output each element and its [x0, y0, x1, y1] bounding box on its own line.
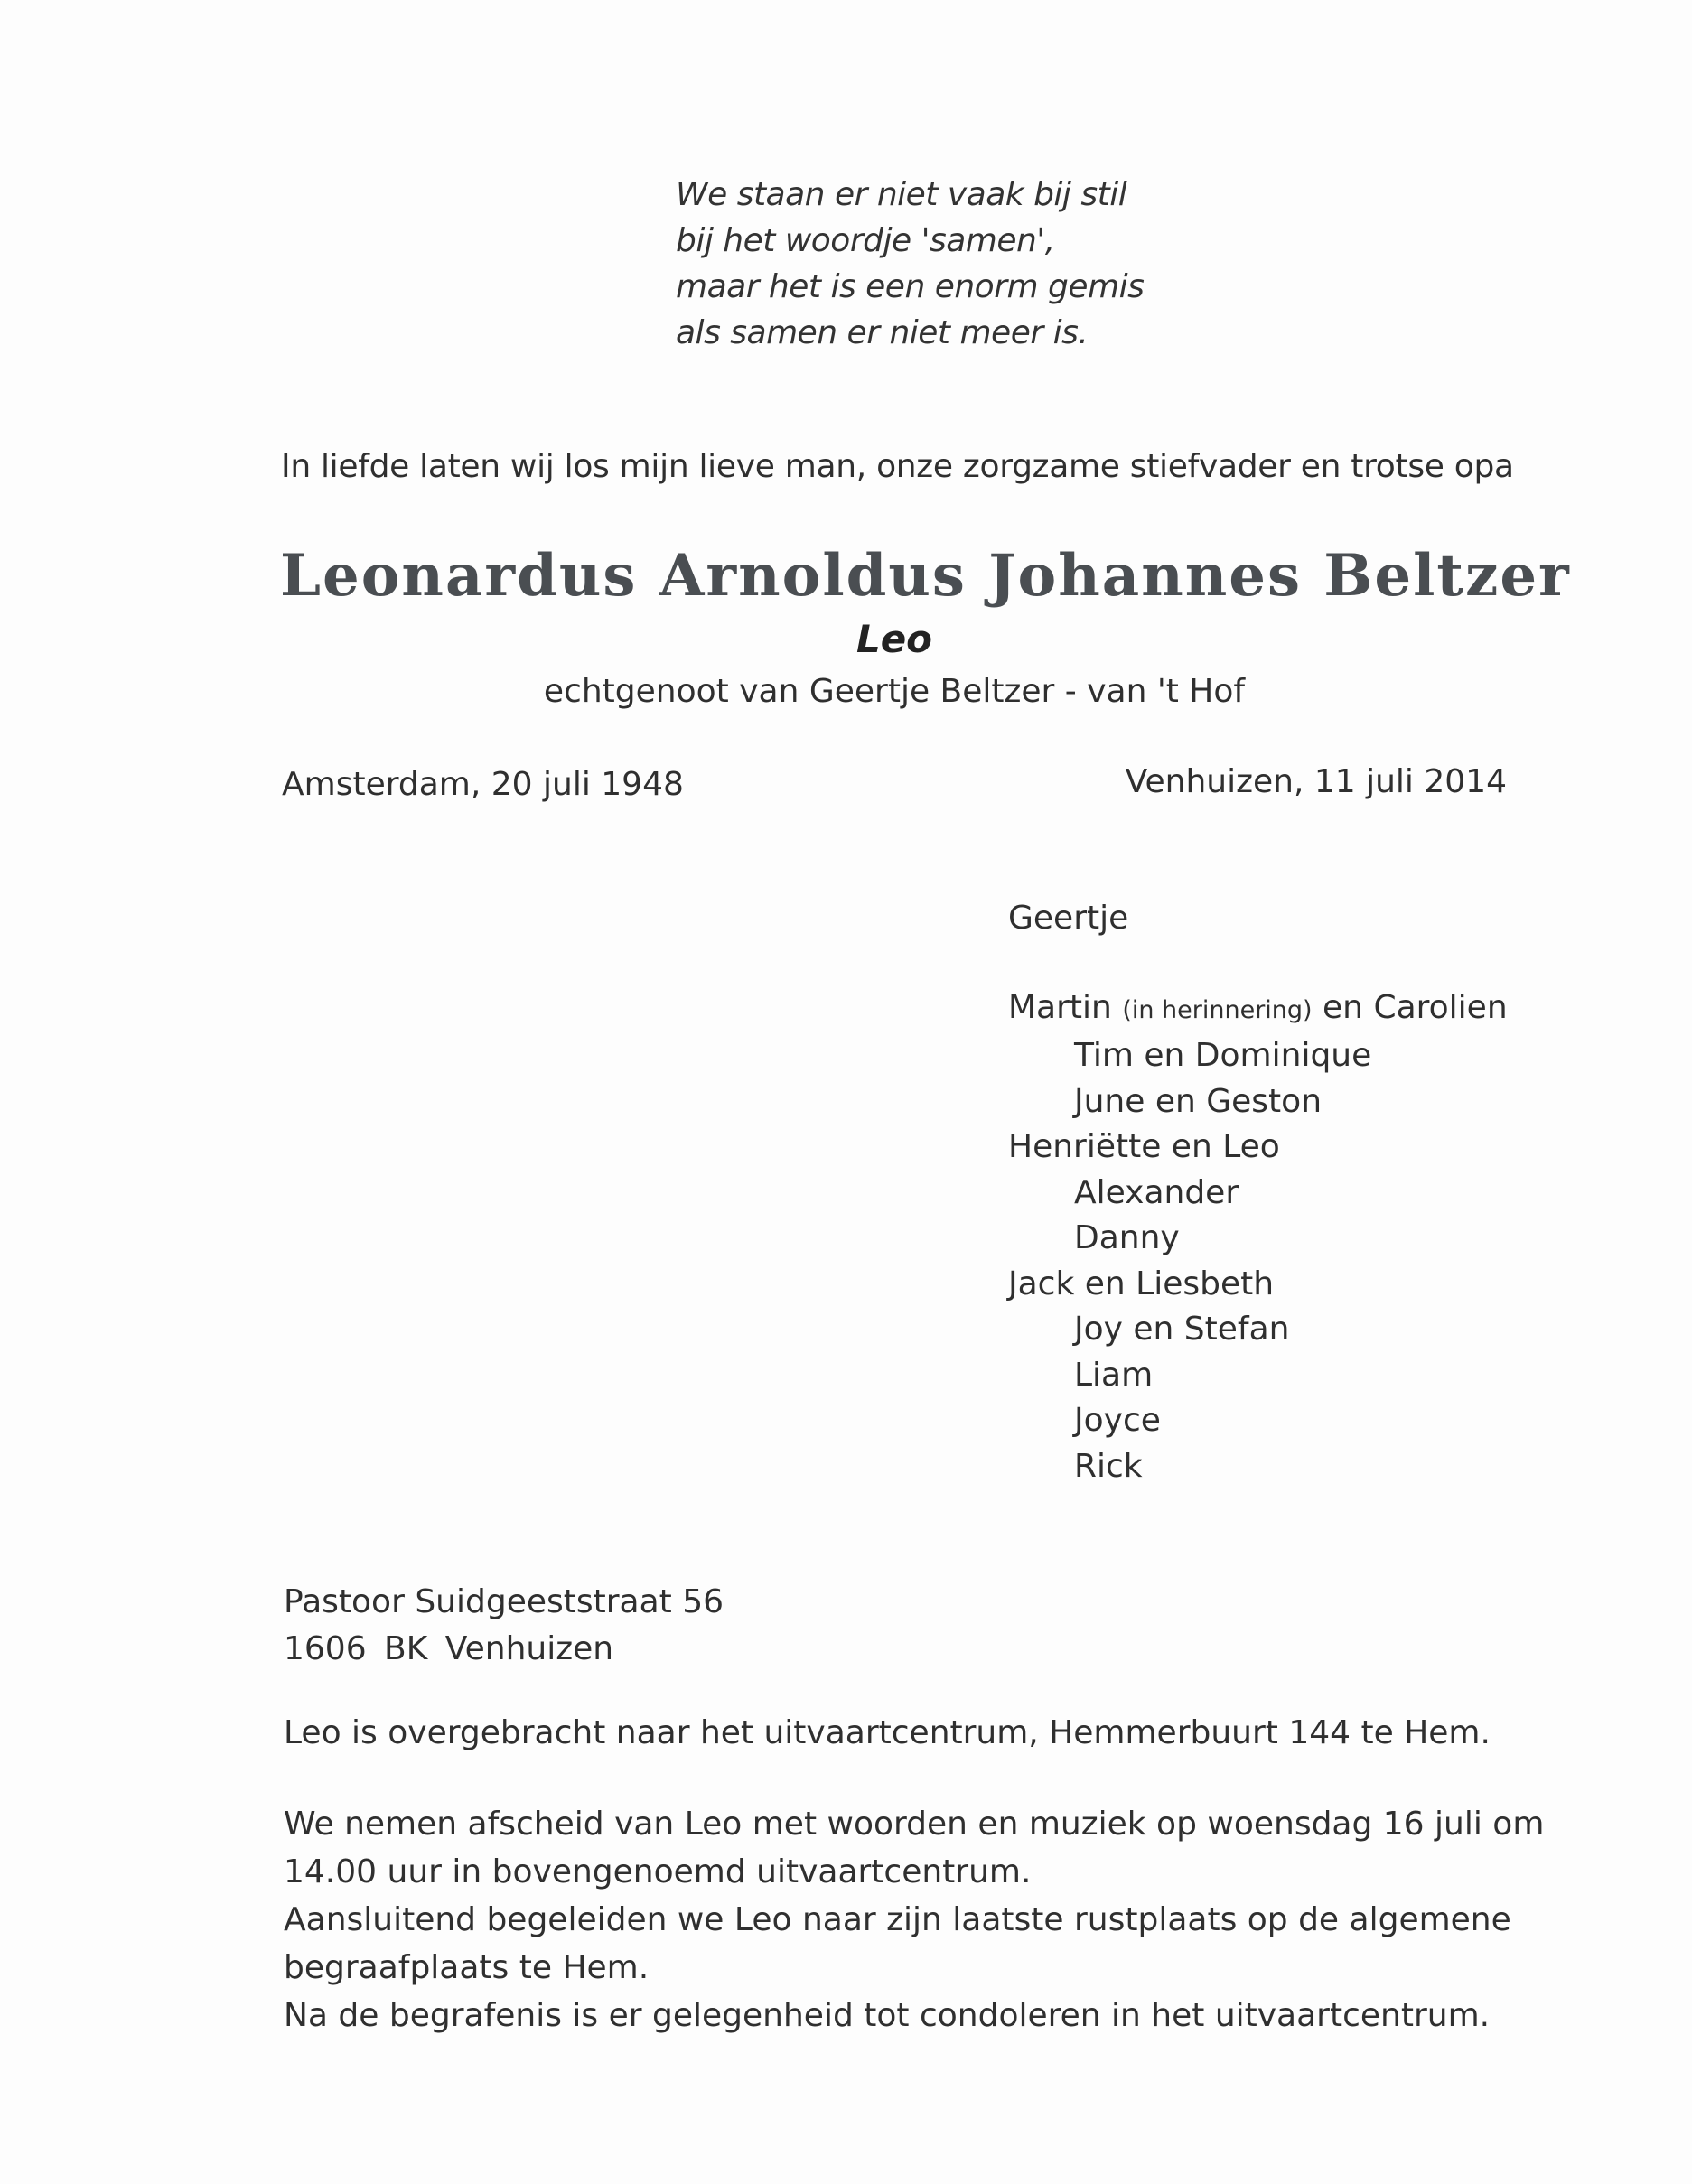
poem-line: We staan er niet vaak bij stil — [676, 176, 1127, 213]
ceremony-line: 14.00 uur in bovengenoemd uitvaartcentrum. — [284, 1853, 1032, 1890]
address-street: Pastoor Suidgeeststraat 56 — [284, 1583, 724, 1620]
family-spouse: Geertje — [1008, 900, 1129, 937]
ceremony-line: We nemen afscheid van Leo met woorden en muziek op woensdag 16 juli om — [284, 1806, 1545, 1843]
poem-line: maar het is een enorm gemis — [676, 268, 1145, 305]
deceased-nickname: Leo — [855, 617, 933, 661]
poem-line: als samen er niet meer is. — [676, 314, 1089, 351]
home-address — [284, 1579, 724, 1673]
ceremony-line: Na de begrafenis is er gelegenheid tot condoleren in het uitvaartcentrum. — [284, 1997, 1491, 2034]
birth-place-date: Amsterdam, 20 juli 1948 — [282, 766, 684, 803]
address-city: 1606 BK Venhuizen — [284, 1630, 614, 1667]
family-child — [1008, 1125, 1508, 1171]
ceremony-line: begraafplaats te Hem. — [284, 1949, 650, 1986]
deceased-full-name: Leonardus Arnoldus Johannes Beltzer — [280, 542, 1571, 610]
family-child — [1008, 985, 1508, 1034]
family-grandchild: Alexander — [1074, 1173, 1239, 1211]
death-place-date: Venhuizen, 11 juli 2014 — [1125, 763, 1507, 800]
ceremony-details — [284, 1800, 1548, 2039]
family-grandchild: Danny — [1074, 1219, 1180, 1256]
family-grandchild: Joyce — [1074, 1402, 1161, 1439]
child-name: Martin — [1008, 988, 1123, 1026]
family-grandchild: Tim en Dominique — [1074, 1037, 1372, 1074]
family-grandchild: Rick — [1074, 1447, 1143, 1485]
child-partner: en Carolien — [1312, 988, 1508, 1026]
family-list — [1008, 896, 1508, 1489]
intro-text: In liefde laten wij los mijn lieve man, onze zorgzame stiefvader en trotse opa — [281, 448, 1514, 485]
family-child — [1008, 1262, 1508, 1308]
location-notice: Leo is overgebracht naar het uitvaartcentrum, Hemmerbuurt 144 te Hem. — [284, 1714, 1491, 1751]
poem-line: bij het woordje 'samen', — [676, 222, 1055, 259]
child-name: Jack en Liesbeth — [1008, 1265, 1275, 1302]
child-name: Henriëtte en Leo — [1008, 1128, 1280, 1165]
child-note: (in herinnering) — [1122, 995, 1313, 1024]
family-grandchild: Joy en Stefan — [1074, 1311, 1290, 1348]
family-grandchild: Liam — [1074, 1356, 1154, 1394]
spouse-line: echtgenoot van Geertje Beltzer - van 't Hof — [543, 673, 1246, 710]
ceremony-line: Aansluitend begeleiden we Leo naar zijn laatste rustplaats op de algemene — [284, 1901, 1511, 1938]
poem — [676, 172, 1144, 356]
family-grandchild: June en Geston — [1074, 1082, 1323, 1120]
